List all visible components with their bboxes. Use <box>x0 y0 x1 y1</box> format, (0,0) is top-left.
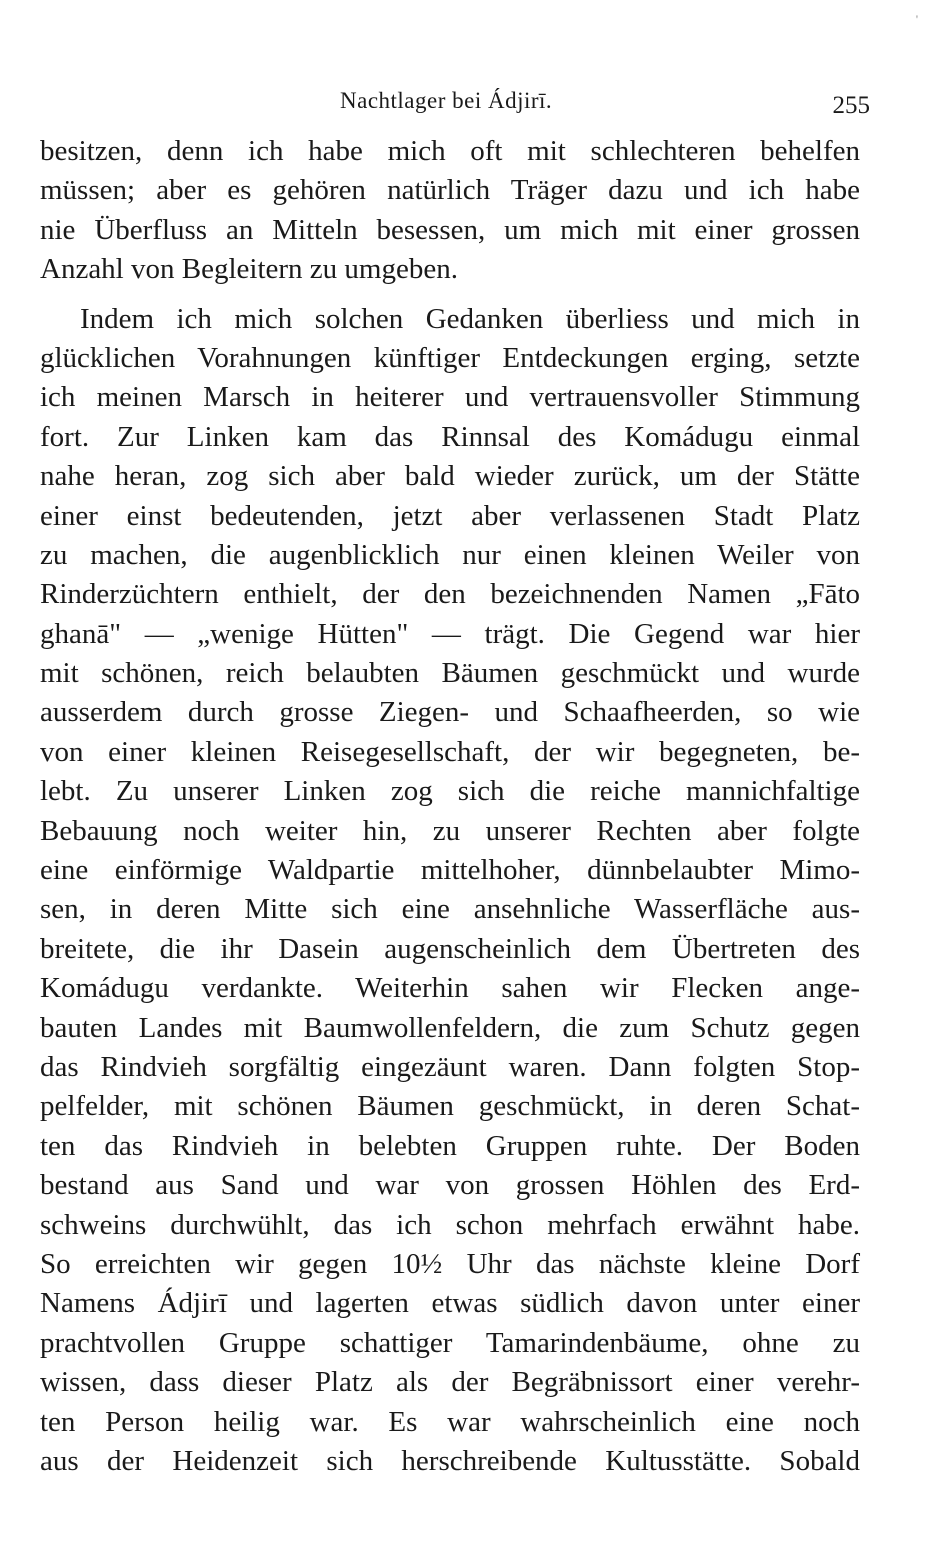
paragraph-1 <box>40 132 860 290</box>
text-line: ich meinen Marsch in heiterer und vertrauensvoller Stimmung <box>40 381 860 414</box>
text-line: müssen; aber es gehören natürlich Träger dazu und ich habe <box>40 174 860 207</box>
text-line: fort. Zur Linken kam das Rinnsal des Komádugu einmal <box>40 420 860 453</box>
running-head <box>40 88 870 124</box>
text-line: pelfelder, mit schönen Bäumen geschmückt, in deren Schat- <box>40 1090 860 1123</box>
text-line: prachtvollen Gruppe schattiger Tamarindenbäume, ohne zu <box>40 1326 860 1359</box>
text-line: breitete, die ihr Dasein augenscheinlich dem Übertreten des <box>40 932 860 965</box>
text-line: glücklichen Vorahnungen künftiger Entdeckungen erging, setzte <box>40 341 860 374</box>
text-line: ghanā" — „wenige Hütten" — trägt. Die Gegend war hier <box>40 617 860 650</box>
text-line: Rinderzüchtern enthielt, der den bezeichnenden Namen „Fāto <box>40 578 860 611</box>
text-line: ausserdem durch grosse Ziegen- und Schaafheerden, so wie <box>40 696 860 729</box>
body-text <box>40 132 860 1481</box>
text-line: das Rindvieh sorgfältig eingezäunt waren. Dann folgten Stop- <box>40 1050 860 1083</box>
text-line: besitzen, denn ich habe mich oft mit schlechteren behelfen <box>40 135 860 167</box>
text-line: bestand aus Sand und war von grossen Höhlen des Erd- <box>40 1169 860 1202</box>
text-line: von einer kleinen Reisegesellschaft, der wir begegneten, be- <box>40 735 860 768</box>
text-line: Anzahl von Begleitern zu umgeben. <box>40 253 458 286</box>
page-number: 255 <box>832 92 870 119</box>
text-line: bauten Landes mit Baumwollenfeldern, die zum Schutz gegen <box>40 1011 860 1044</box>
corner-mark: ' <box>915 12 918 26</box>
text-line: Indem ich mich solchen Gedanken überliess und mich in <box>80 302 860 335</box>
text-line: sen, in deren Mitte sich eine ansehnliche Wasserfläche aus- <box>40 893 860 926</box>
text-line: schweins durchwühlt, das ich schon mehrfach erwähnt habe. <box>40 1208 860 1241</box>
running-head-title: Nachtlager bei Ádjirī. <box>340 88 553 113</box>
paragraph-2 <box>40 300 860 1482</box>
text-line: einer einst bedeutenden, jetzt aber verlassenen Stadt Platz <box>40 499 860 532</box>
paragraph-gap <box>40 290 860 300</box>
text-line: So erreichten wir gegen 10½ Uhr das nächste kleine Dorf <box>40 1247 860 1280</box>
text-line: aus der Heidenzeit sich herschreibende Kultusstätte. Sobald <box>40 1444 860 1477</box>
text-line: mit schönen, reich belaubten Bäumen geschmückt und wurde <box>40 657 860 690</box>
text-line: eine einförmige Waldpartie mittelhoher, dünnbelaubter Mimo- <box>40 854 860 887</box>
text-line: ten das Rindvieh in belebten Gruppen ruhte. Der Boden <box>40 1129 860 1162</box>
text-line: zu machen, die augenblicklich nur einen kleinen Weiler von <box>40 538 860 571</box>
text-line: nie Überfluss an Mitteln besessen, um mich mit einer grossen <box>40 213 860 246</box>
text-line: Komádugu verdankte. Weiterhin sahen wir Flecken ange- <box>40 972 860 1005</box>
text-line: Bebauung noch weiter hin, zu unserer Rechten aber folgte <box>40 814 860 847</box>
text-line: Namens Ádjirī und lagerten etwas südlich davon unter einer <box>40 1287 860 1320</box>
text-line: lebt. Zu unserer Linken zog sich die reiche mannichfaltige <box>40 775 860 808</box>
text-line: ten Person heilig war. Es war wahrscheinlich eine noch <box>40 1405 860 1438</box>
text-line: nahe heran, zog sich aber bald wieder zurück, um der Stätte <box>40 460 860 493</box>
text-line: wissen, dass dieser Platz als der Begräbnissort einer verehr- <box>40 1366 860 1399</box>
